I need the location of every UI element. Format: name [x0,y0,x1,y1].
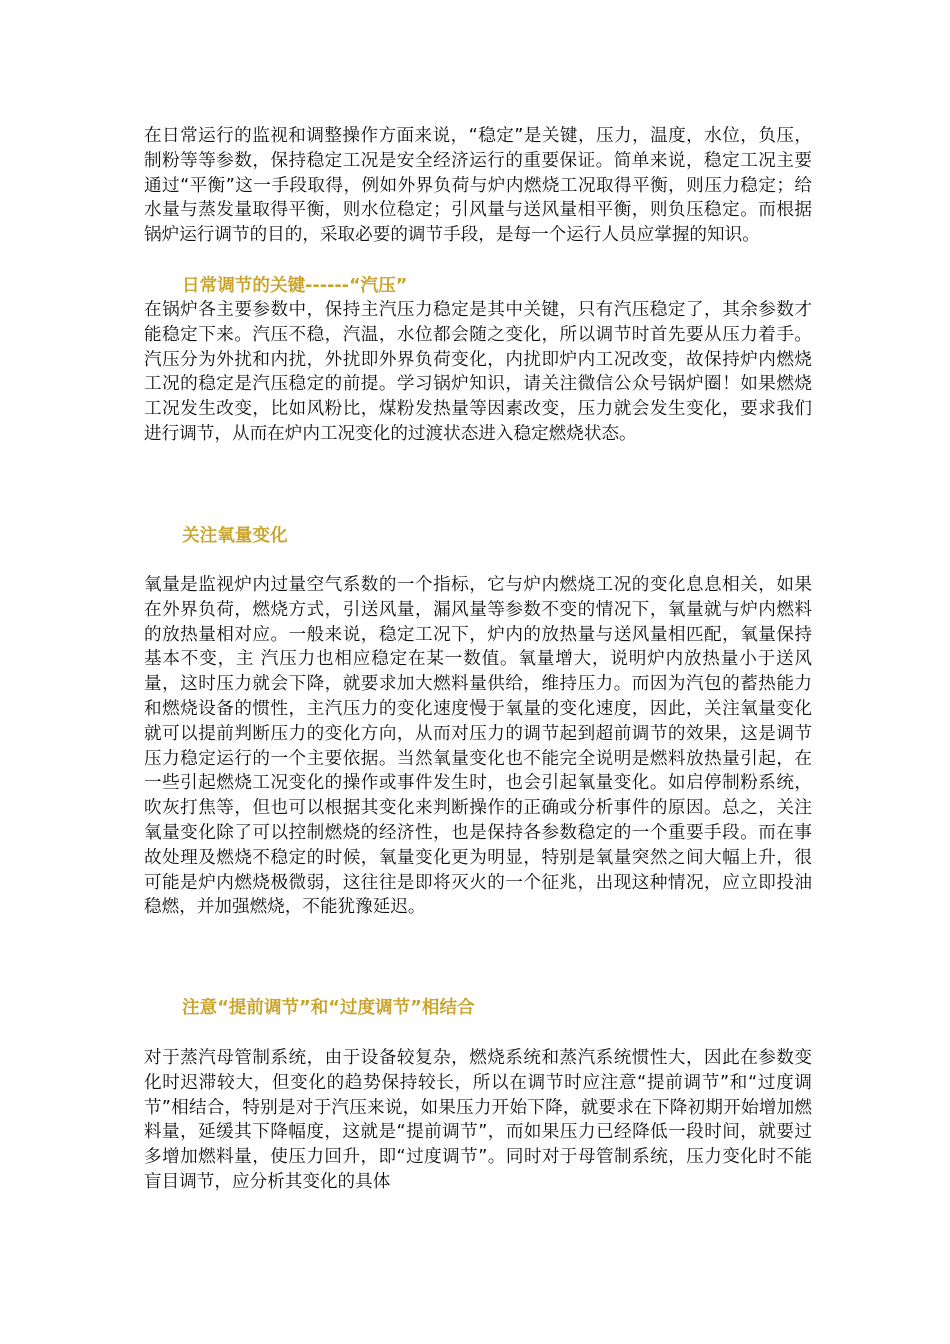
section-heading-pressure: 日常调节的关键------“汽压” [182,276,408,296]
section-heading-regulation: 注意“提前调节”和“过度调节”相结合 [182,998,475,1018]
section-paragraph-oxygen: 氧量是监视炉内过量空气系数的一个指标，它与炉内燃烧工况的变化息息相关，如果在外界负荷，燃烧方式，引送风量，漏风量等参数不变的情况下，氧量就与炉内燃料的放热量相对应。一般来说，稳定工况下，炉内的放热量与送风量相匹配，氧量保持基本不变，主 汽压力也相应稳定在某一数值。氧量增大，说明炉内放热量小于送风量，这时压力就会下降，就要求加大燃料量供给，维持压力。而因为汽包的蓄热能力和燃烧设备的惯性，主汽压力的变化速度慢于氧量的变化速度，因此，关注氧量变化就可以提前判断压力的变化方向，从而对压力的调节起到超前调节的效果，这是调节压力稳定运行的一个主要依据。当然氧量变化也不能完全说明是燃料放热量引起，在一些引起燃烧工况变化的操作或事件发生时，也会引起氧量变化。如启停制粉系统，吹灰打焦等，但也可以根据其变化来判断操作的正确或分析事件的原因。总之，关注氧量变化除了可以控制燃烧的经济性，也是保持各参数稳定的一个重要手段。而在事故处理及燃烧不稳定的时候，氧量变化更为明显，特别是氧量突然之间大幅上升，很可能是炉内燃烧极微弱，这往往是即将灭火的一个征兆，出现这种情况，应立即投油稳燃，并加强燃烧，不能犹豫延迟。 [144,575,812,918]
section-heading-oxygen: 关注氧量变化 [182,526,288,546]
intro-paragraph: 在日常运行的监视和调整操作方面来说，“稳定”是关键，压力，温度，水位，负压，制粉等等参数，保持稳定工况是安全经济运行的重要保证。简单来说，稳定工况主要通过“平衡”这一手段取得，例如外界负荷与炉内燃烧工况取得平衡，则压力稳定；给水量与蒸发量取得平衡，则水位稳定；引风量与送风量相平衡，则负压稳定。而根据锅炉运行调节的目的，采取必要的调节手段，是每一个运行人员应掌握的知识。 [144,126,812,246]
section-paragraph-pressure: 在锅炉各主要参数中，保持主汽压力稳定是其中关键，只有汽压稳定了，其余参数才能稳定下来。汽压不稳，汽温，水位都会随之变化，所以调节时首先要从压力着手。汽压分为外扰和内扰，外扰即外界负荷变化，内扰即炉内工况改变，故保持炉内燃烧工况的稳定是汽压稳定的前提。学习锅炉知识，请关注微信公众号锅炉圈！如果燃烧工况发生改变，比如风粉比，煤粉发热量等因素改变，压力就会发生变化，要求我们进行调节，从而在炉内工况变化的过渡状态进入稳定燃烧状态。 [144,300,812,444]
section-paragraph-regulation: 对于蒸汽母管制系统，由于设备较复杂，燃烧系统和蒸汽系统惯性大，因此在参数变化时迟滞较大，但变化的趋势保持较长，所以在调节时应注意“提前调节”和“过度调节”相结合，特别是对于汽压来说，如果压力开始下降，就要求在下降初期开始增加燃料量，延缓其下降幅度，这就是“提前调节”，而如果压力已经降低一段时间，就要过多增加燃料量，使压力回升，即“过度调节”。同时对于母管制系统，压力变化时不能盲目调节，应分析其变化的具体 [144,1048,812,1192]
